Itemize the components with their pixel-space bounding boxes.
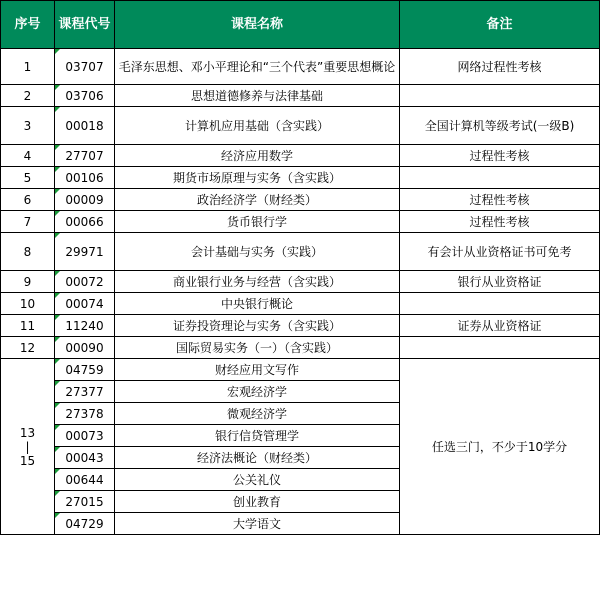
code-cell: 00018: [55, 107, 115, 145]
code-cell: 00073: [55, 425, 115, 447]
seq-cell: 3: [1, 107, 55, 145]
table-row: [1, 337, 600, 359]
elective-seq-separator: |: [25, 439, 30, 454]
name-cell: 银行信贷管理学: [115, 425, 400, 447]
name-cell: 会计基础与实务（实践）: [115, 233, 400, 271]
note-cell: 全国计算机等级考试(一级B): [400, 107, 600, 145]
name-cell: 证券投资理论与实务（含实践）: [115, 315, 400, 337]
name-cell: 公关礼仪: [115, 469, 400, 491]
note-cell: 网络过程性考核: [400, 49, 600, 85]
seq-cell: 9: [1, 271, 55, 293]
name-cell: 国际贸易实务（一）（含实践）: [115, 337, 400, 359]
table-row: [1, 271, 600, 293]
name-cell: 宏观经济学: [115, 381, 400, 403]
name-cell: 中央银行概论: [115, 293, 400, 315]
name-cell: 期货市场原理与实务（含实践）: [115, 167, 400, 189]
name-cell: 经济法概论（财经类）: [115, 447, 400, 469]
note-cell: [400, 293, 600, 315]
table-row: [1, 167, 600, 189]
code-cell: 00090: [55, 337, 115, 359]
header-name: 课程名称: [115, 1, 400, 49]
note-cell: 过程性考核: [400, 211, 600, 233]
header-code: 课程代号: [55, 1, 115, 49]
table-row: [1, 189, 600, 211]
code-cell: 04759: [55, 359, 115, 381]
elective-row: [1, 359, 600, 381]
code-cell: 27378: [55, 403, 115, 425]
note-cell: 过程性考核: [400, 189, 600, 211]
code-cell: 00066: [55, 211, 115, 233]
name-cell: 政治经济学（财经类）: [115, 189, 400, 211]
code-cell: 11240: [55, 315, 115, 337]
table-row: [1, 293, 600, 315]
header-note: 备注: [400, 1, 600, 49]
table-row: [1, 233, 600, 271]
code-cell: 29971: [55, 233, 115, 271]
header-row: [1, 1, 600, 49]
name-cell: 思想道德修养与法律基础: [115, 85, 400, 107]
name-cell: 大学语文: [115, 513, 400, 535]
code-cell: 00074: [55, 293, 115, 315]
name-cell: 货币银行学: [115, 211, 400, 233]
elective-note-cell: 任选三门，不少于10学分: [400, 359, 600, 535]
table-row: [1, 315, 600, 337]
code-cell: 04729: [55, 513, 115, 535]
note-cell: 银行从业资格证: [400, 271, 600, 293]
seq-cell: 1: [1, 49, 55, 85]
elective-seq-bottom: 15: [19, 453, 36, 468]
code-cell: 27015: [55, 491, 115, 513]
seq-cell: 2: [1, 85, 55, 107]
code-cell: 27707: [55, 145, 115, 167]
note-cell: [400, 85, 600, 107]
table-row: [1, 85, 600, 107]
table-row: [1, 49, 600, 85]
elective-seq-cell: [1, 359, 55, 535]
seq-cell: 8: [1, 233, 55, 271]
name-cell: 毛泽东思想、邓小平理论和“三个代表”重要思想概论: [115, 49, 400, 85]
table-row: [1, 211, 600, 233]
seq-cell: 6: [1, 189, 55, 211]
code-cell: 00072: [55, 271, 115, 293]
table-row: [1, 107, 600, 145]
name-cell: 财经应用文写作: [115, 359, 400, 381]
note-cell: 有会计从业资格证书可免考: [400, 233, 600, 271]
note-cell: 证券从业资格证: [400, 315, 600, 337]
code-cell: 27377: [55, 381, 115, 403]
code-cell: 00644: [55, 469, 115, 491]
seq-cell: 5: [1, 167, 55, 189]
seq-cell: 7: [1, 211, 55, 233]
name-cell: 经济应用数学: [115, 145, 400, 167]
table-row: [1, 145, 600, 167]
name-cell: 商业银行业务与经营（含实践）: [115, 271, 400, 293]
name-cell: 计算机应用基础（含实践）: [115, 107, 400, 145]
elective-seq-top: 13: [19, 425, 36, 440]
code-cell: 00106: [55, 167, 115, 189]
header-seq: 序号: [1, 1, 55, 49]
code-cell: 03706: [55, 85, 115, 107]
seq-cell: 11: [1, 315, 55, 337]
seq-cell: 4: [1, 145, 55, 167]
seq-cell: 10: [1, 293, 55, 315]
code-cell: 00043: [55, 447, 115, 469]
note-cell: [400, 167, 600, 189]
name-cell: 微观经济学: [115, 403, 400, 425]
code-cell: 03707: [55, 49, 115, 85]
note-cell: 过程性考核: [400, 145, 600, 167]
name-cell: 创业教育: [115, 491, 400, 513]
code-cell: 00009: [55, 189, 115, 211]
note-cell: [400, 337, 600, 359]
seq-cell: 12: [1, 337, 55, 359]
